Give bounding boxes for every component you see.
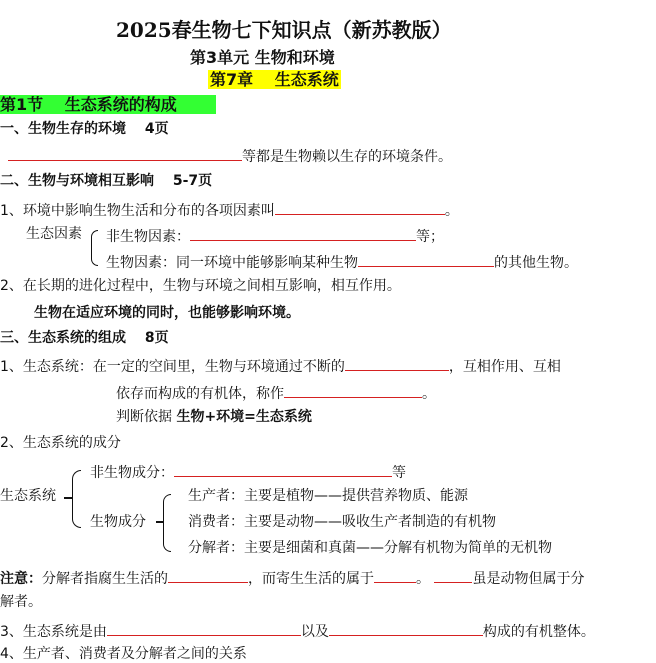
blank-saprophytic[interactable] bbox=[168, 568, 248, 583]
note-line bbox=[0, 568, 584, 588]
biotic-component-label: 生物成分 bbox=[90, 514, 146, 530]
page-title: 2025春生物七下知识点（新苏教版） bbox=[116, 18, 452, 42]
part1-heading: 一、生物生存的环境 4页 bbox=[0, 121, 169, 137]
part2-item2: 2、在长期的进化过程中，生物与环境之间相互影响，相互作用。 bbox=[0, 278, 401, 294]
ecosystem-label: 生态系统 bbox=[0, 488, 56, 504]
biotic-factor-line bbox=[106, 252, 578, 272]
note-line2: 解者。 bbox=[0, 594, 42, 610]
biotic-factor-prefix: 生物因素：同一环境中能够影响某种生物 bbox=[106, 255, 358, 271]
decomposer-line: 分解者：主要是细菌和真菌——分解有机物为简单的无机物 bbox=[188, 540, 552, 556]
blank-parasitic[interactable] bbox=[374, 568, 416, 583]
biotic-brace-tip bbox=[156, 521, 164, 523]
part3-item4: 4、生产者、消费者及分解者之间的关系 bbox=[0, 646, 247, 662]
item3-suffix: 构成的有机整体。 bbox=[482, 624, 595, 640]
definition-line2-prefix: 依存而构成的有机体，称作 bbox=[116, 386, 284, 402]
producer-line: 生产者：主要是植物——提供营养物质、能源 bbox=[188, 488, 468, 504]
abiotic-component-prefix: 非生物成分： bbox=[90, 465, 174, 481]
consumer-line: 消费者：主要是动物——吸收生产者制造的有机物 bbox=[188, 514, 496, 530]
blank-biotic-factors[interactable] bbox=[358, 252, 494, 267]
ecosystem-brace-tip bbox=[64, 497, 72, 499]
note-text2: ，而寄生生活的属于 bbox=[248, 571, 374, 587]
note-text4: 虽是动物但属于分 bbox=[472, 571, 585, 587]
part2-item1-suffix: 。 bbox=[444, 203, 459, 219]
part3-item3 bbox=[0, 621, 595, 641]
section-heading: 第1节 生态系统的构成 bbox=[0, 95, 216, 114]
ecosystem-definition bbox=[0, 356, 561, 376]
blank-ecological-factor[interactable] bbox=[275, 200, 445, 215]
part1-line1-suffix: 等都是生物赖以生存的环境条件。 bbox=[242, 149, 452, 165]
abiotic-factor-suffix: 等； bbox=[416, 229, 444, 245]
blank-abiotic-factors[interactable] bbox=[190, 226, 416, 241]
blank-animal-decomposer[interactable] bbox=[434, 568, 472, 583]
blank-ecosystem[interactable] bbox=[284, 383, 422, 398]
item3-mid: 以及 bbox=[300, 624, 329, 640]
blank-abiotic-components[interactable] bbox=[174, 462, 392, 477]
chapter-heading: 第7章 生态系统 bbox=[210, 70, 339, 89]
abiotic-component-suffix: 等 bbox=[392, 465, 406, 481]
part2-heading: 二、生物与环境相互影响 5-7页 bbox=[0, 173, 213, 189]
definition-prefix: 1、生态系统：在一定的空间里，生物与环境通过不断的 bbox=[0, 359, 345, 375]
unit-heading: 第3单元 生物和环境 bbox=[190, 48, 335, 67]
ecosystem-definition-line2 bbox=[116, 383, 436, 403]
abiotic-component-line bbox=[90, 462, 406, 482]
definition-mid: ，互相作用、互相 bbox=[448, 359, 561, 375]
abiotic-factor-line bbox=[106, 226, 444, 246]
part3-heading: 三、生态系统的组成 8页 bbox=[0, 330, 169, 346]
factor-brace bbox=[91, 230, 98, 266]
components-heading: 2、生态系统的成分 bbox=[0, 435, 121, 451]
definition-line2-suffix: 。 bbox=[422, 386, 436, 402]
blank-environment-factors[interactable] bbox=[8, 146, 242, 161]
blank-exchange[interactable] bbox=[345, 356, 449, 371]
part2-item1-prefix: 1、环境中影响生物生活和分布的各项因素叫 bbox=[0, 203, 275, 219]
blank-abiotic-part[interactable] bbox=[329, 621, 483, 636]
abiotic-factor-prefix: 非生物因素： bbox=[106, 229, 190, 245]
part1-line1 bbox=[8, 146, 452, 166]
item3-prefix: 3、生态系统是由 bbox=[0, 624, 107, 640]
judgement-label: 判断依据 bbox=[116, 409, 172, 425]
part2-item1 bbox=[0, 200, 459, 220]
judgement-rule: 生物+环境=生态系统 bbox=[176, 409, 312, 425]
blank-biotic-part[interactable] bbox=[107, 621, 301, 636]
part2-item2-bold: 生物在适应环境的同时，也能够影响环境。 bbox=[34, 305, 300, 321]
note-text3: 。 bbox=[416, 571, 430, 587]
note-text1: 分解者指腐生生活的 bbox=[42, 571, 168, 587]
biotic-factor-suffix: 的其他生物。 bbox=[494, 255, 578, 271]
factor-label: 生态因素 bbox=[26, 226, 82, 242]
judgement-line bbox=[116, 409, 312, 426]
note-label: 注意： bbox=[0, 571, 42, 587]
biotic-brace bbox=[163, 494, 171, 552]
ecosystem-brace bbox=[72, 470, 81, 528]
